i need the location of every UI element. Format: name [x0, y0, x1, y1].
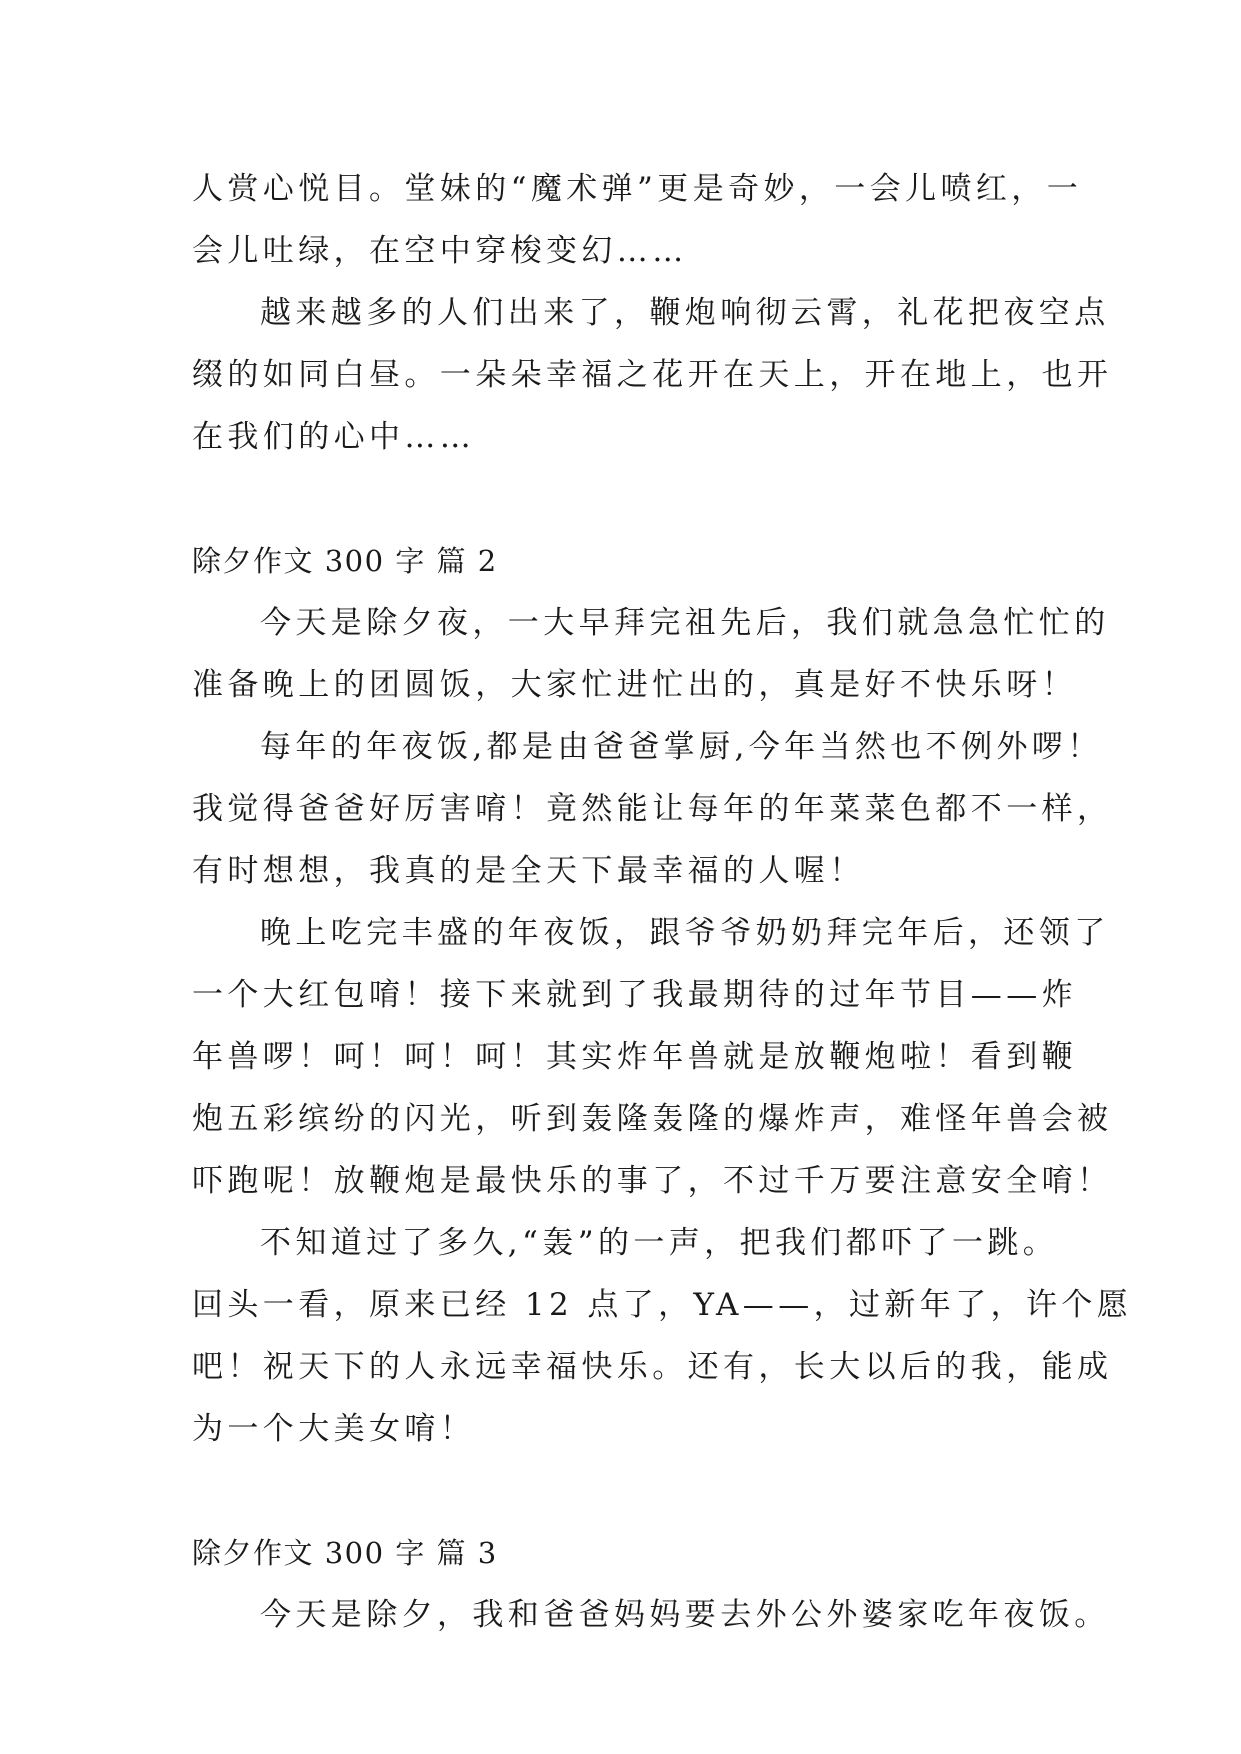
- text-line: 越来越多的人们出来了，鞭炮响彻云霄，礼花把夜空点: [260, 295, 1110, 331]
- text-line: 回头一看，原来已经 12 点了，YA——，过新年了，许个愿: [192, 1287, 1133, 1323]
- text-line: 为一个大美女唷！: [192, 1411, 476, 1447]
- text-line: 晚上吃完丰盛的年夜饭，跟爷爷奶奶拜完年后，还领了: [260, 915, 1110, 951]
- section-heading: 除夕作文 300 字 篇 2: [192, 544, 498, 578]
- text-line: 今天是除夕，我和爸爸妈妈要去外公外婆家吃年夜饭。: [260, 1597, 1110, 1633]
- text-line: 炮五彩缤纷的闪光，听到轰隆轰隆的爆炸声，难怪年兽会被: [192, 1101, 1113, 1137]
- section-spacer: [192, 468, 1072, 530]
- text-line: 在我们的心中……: [192, 419, 476, 455]
- text-line: 我觉得爸爸好厉害唷！竟然能让每年的年菜菜色都不一样，: [192, 791, 1113, 827]
- text-line: 年兽啰！呵！呵！呵！其实炸年兽就是放鞭炮啦！看到鞭: [192, 1039, 1077, 1075]
- paragraph: [192, 158, 1083, 282]
- text-line: 今天是除夕夜，一大早拜完祖先后，我们就急急忙忙的: [260, 605, 1110, 641]
- document-body: [192, 158, 1133, 1646]
- text-line: 吓跑呢！放鞭炮是最快乐的事了，不过千万要注意安全唷！: [192, 1163, 1113, 1199]
- paragraph: [192, 1584, 1110, 1646]
- paragraph: [192, 592, 1110, 716]
- text-line: 每年的年夜饭,都是由爸爸掌厨,今年当然也不例外啰！: [260, 729, 1103, 765]
- text-line: 准备晚上的团圆饭，大家忙进忙出的，真是好不快乐呀！: [192, 667, 1077, 703]
- text-line: 缀的如同白昼。一朵朵幸福之花开在天上，开在地上，也开: [192, 357, 1113, 393]
- paragraph: [192, 282, 1113, 468]
- section-heading: 除夕作文 300 字 篇 3: [192, 1536, 498, 1570]
- text-line: 人赏心悦目。堂妹的“魔术弹”更是奇妙，一会儿喷红，一: [192, 171, 1083, 207]
- paragraph: [192, 1212, 1133, 1460]
- text-line: 有时想想，我真的是全天下最幸福的人喔！: [192, 853, 865, 889]
- section-spacer: [192, 1460, 1072, 1522]
- paragraph: [192, 902, 1113, 1212]
- paragraph: [192, 716, 1113, 902]
- text-line: 吧！祝天下的人永远幸福快乐。还有，长大以后的我，能成: [192, 1349, 1113, 1385]
- text-line: 不知道过了多久,“轰”的一声，把我们都吓了一跳。: [260, 1225, 1059, 1261]
- text-line: 一个大红包唷！接下来就到了我最期待的过年节目——炸: [192, 977, 1077, 1013]
- text-line: 会儿吐绿，在空中穿梭变幻……: [192, 233, 688, 269]
